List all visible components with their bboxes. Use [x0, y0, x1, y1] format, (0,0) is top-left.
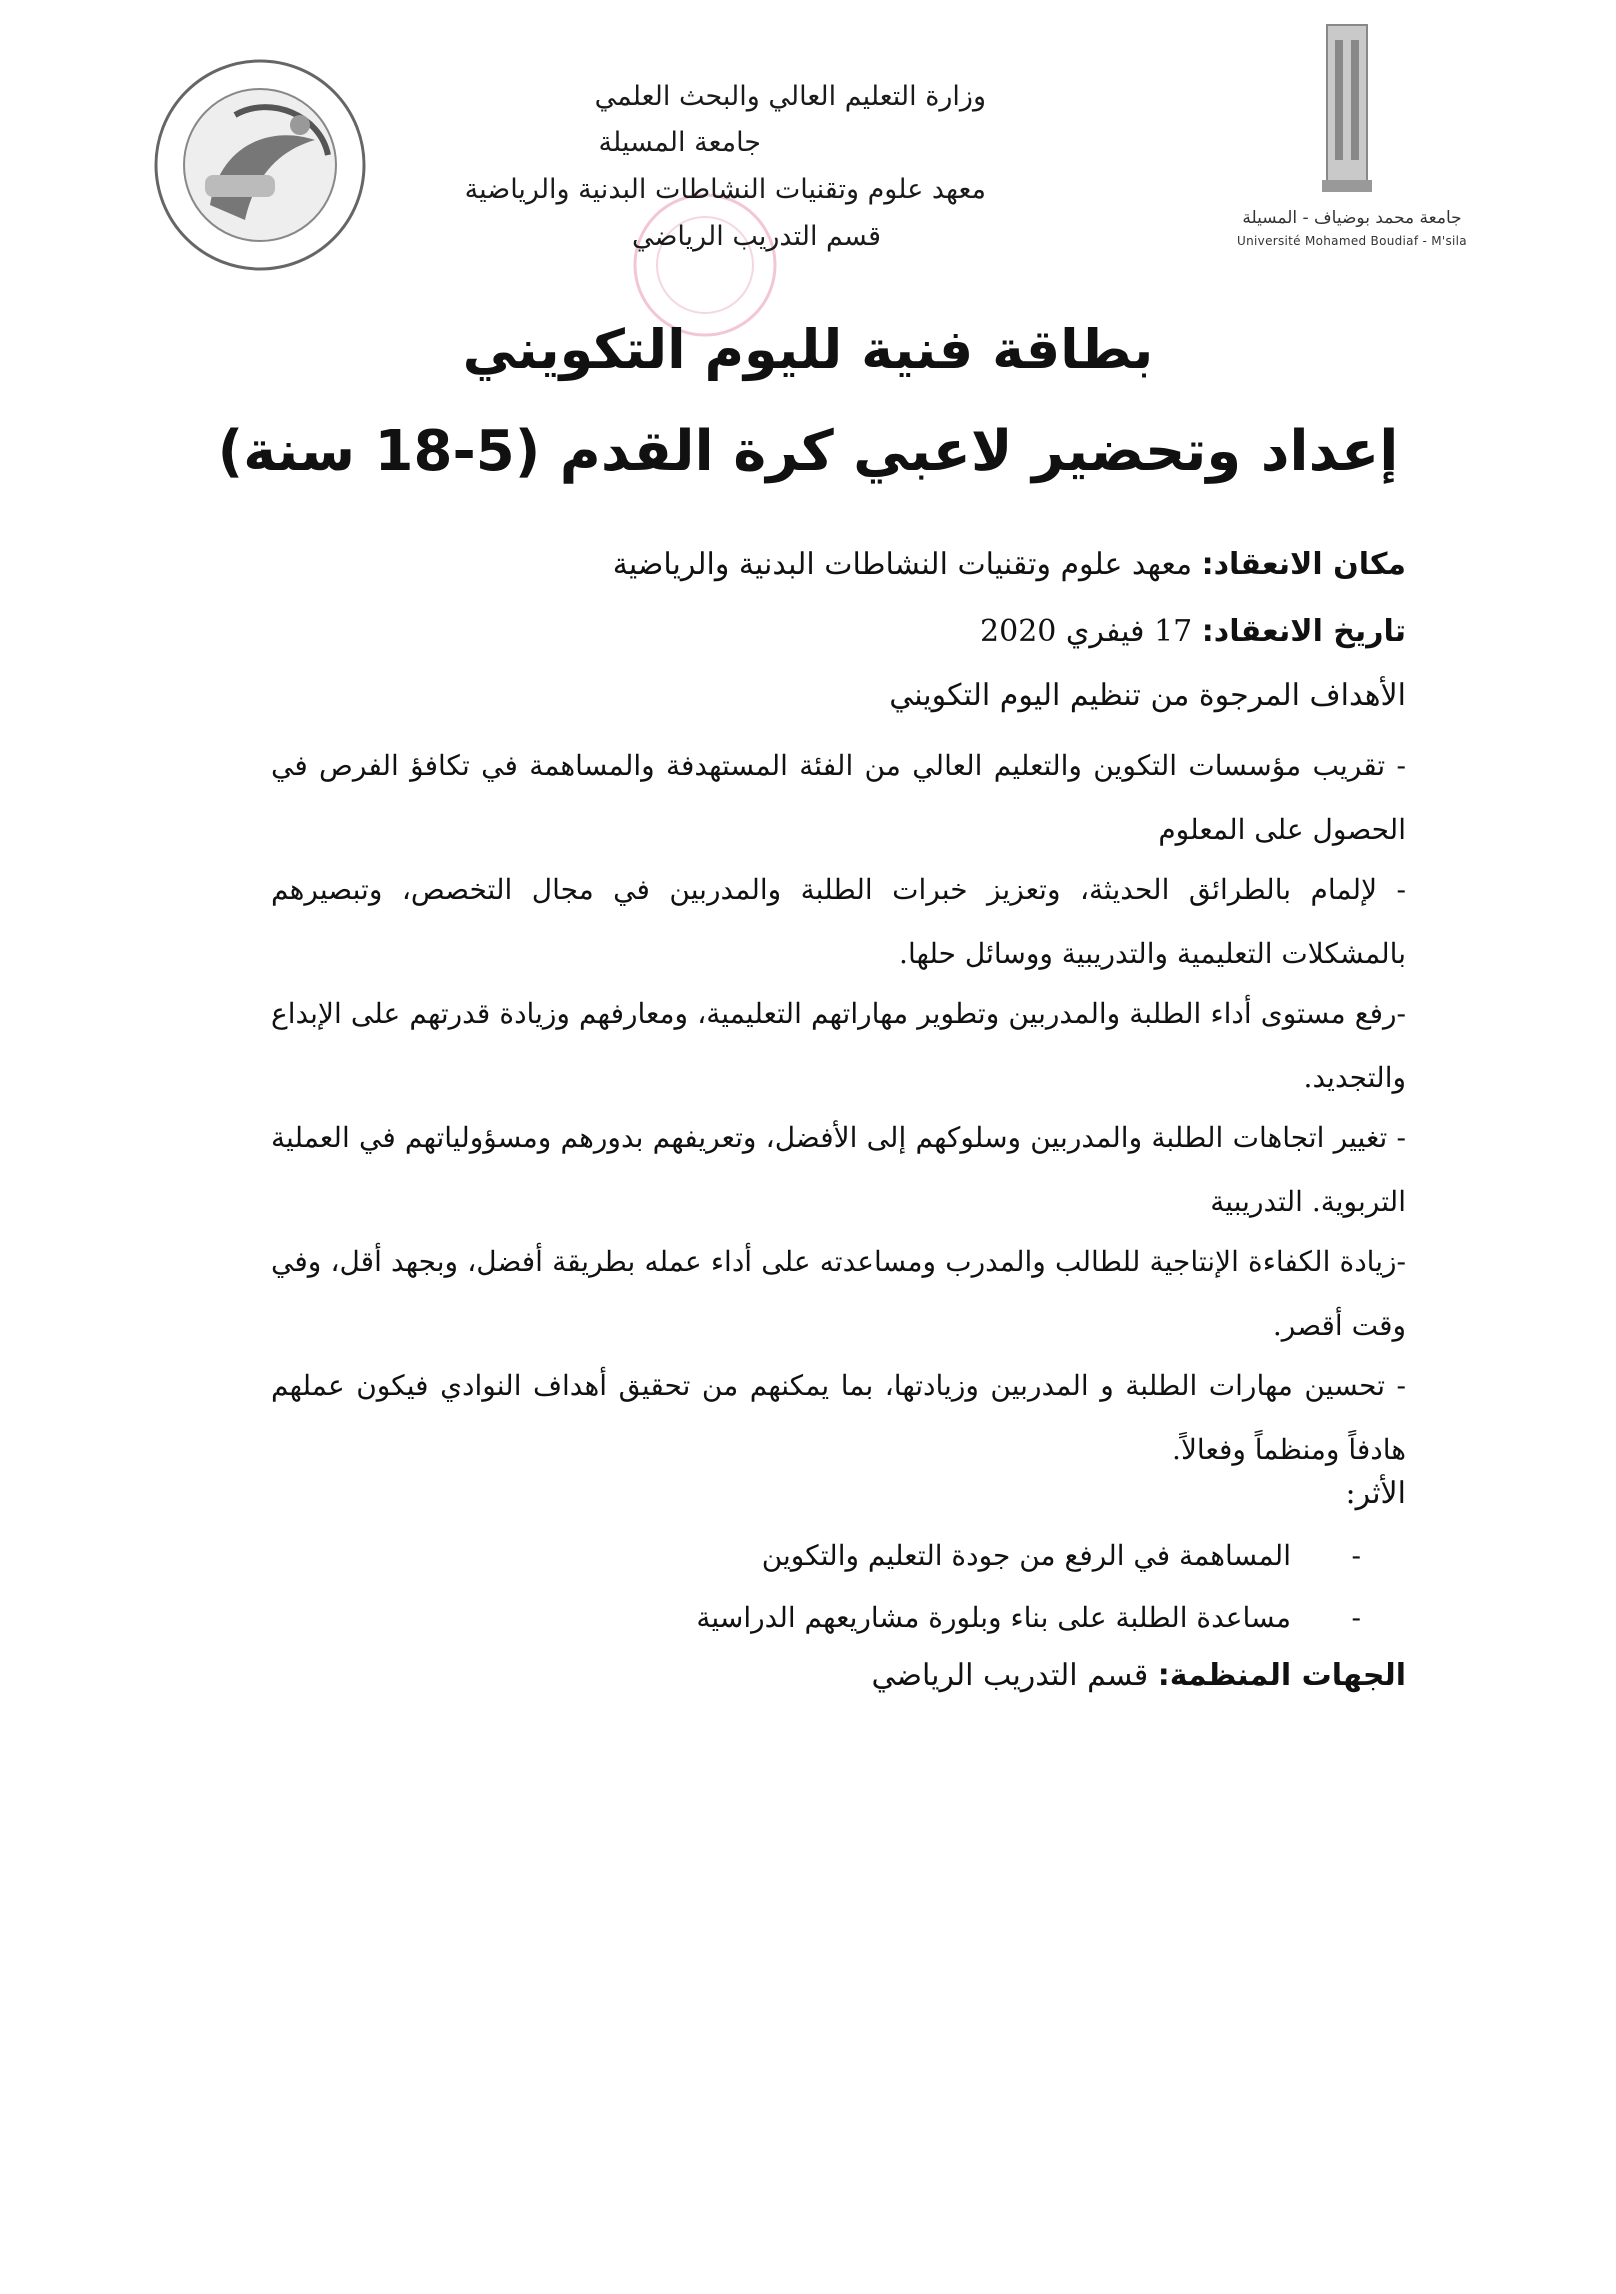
institute-seal-logo [150, 55, 370, 275]
objectives-heading: الأهداف المرجوة من تنظيم اليوم التكويني [889, 678, 1406, 713]
objective-item: - تحسين مهارات الطلبة و المدربين وزيادتها، بما يمكنهم من تحقيق أهداف النوادي فيكون عملهم هادفاً ومنظماً وفعالاً. [271, 1369, 1406, 1466]
objective-item: -رفع مستوى أداء الطلبة والمدربين وتطوير مهاراتهم التعليمية، ومعارفهم وزيادة قدرتهم على الإبداع والتجديد. [271, 997, 1406, 1094]
date-value: 17 فيفري 2020 [980, 614, 1193, 649]
university-logo-caption-fr: Université Mohamed Boudiaf - M'sila [1237, 234, 1467, 248]
organizers-line [871, 1656, 1406, 1696]
bullet-dash: - [1351, 1539, 1361, 1572]
page-subtitle: إعداد وتحضير لاعبي كرة القدم (5-18 سنة) [217, 419, 1399, 484]
organizers-value: قسم التدريب الرياضي [871, 1658, 1149, 1693]
venue-value: معهد علوم وتقنيات النشاطات البدنية والرياضية [612, 547, 1193, 582]
department-name: قسم التدريب الرياضي [631, 221, 881, 252]
objective-item: -زيادة الكفاءة الإنتاجية للطالب والمدرب ومساعدته على أداء عمله بطريقة أفضل، وبجهد أقل، وفي وقت أقصر. [271, 1245, 1406, 1342]
tower-icon [1317, 20, 1377, 195]
impact-item [696, 1598, 1361, 1638]
date-label: تاريخ الانعقاد: [1201, 614, 1406, 649]
page-title: بطاقة فنية لليوم التكويني [462, 318, 1154, 381]
university-logo-caption-ar: جامعة محمد بوضياف - المسيلة [1242, 208, 1462, 228]
impact-heading: الأثر: [1345, 1476, 1406, 1511]
organizers-label: الجهات المنظمة: [1157, 1658, 1406, 1693]
impact-item [762, 1536, 1361, 1576]
objective-item: - لإلمام بالطرائق الحديثة، وتعزيز خبرات الطلبة والمدربين في مجال التخصص، وتبصيرهم بالمشكلات التعليمية والتدريبية ووسائل حلها. [271, 873, 1406, 970]
impact-item-text: المساهمة في الرفع من جودة التعليم والتكوين [761, 1539, 1291, 1572]
venue-line [613, 545, 1406, 585]
objective-item: - تقريب مؤسسات التكوين والتعليم العالي من الفئة المستهدفة والمساهمة في تكافؤ الفرص في الحصول على المعلوم [271, 749, 1406, 846]
bullet-dash: - [1351, 1601, 1361, 1634]
university-logo [1232, 20, 1472, 260]
date-line [980, 612, 1406, 652]
venue-label: مكان الانعقاد: [1201, 547, 1406, 582]
institute-name: معهد علوم وتقنيات النشاطات البدنية والرياضية [464, 174, 986, 205]
objective-item: - تغيير اتجاهات الطلبة والمدربين وسلوكهم إلى الأفضل، وتعريفهم بدورهم ومسؤولياتهم في العملية التربوية. التدريبية [271, 1121, 1406, 1218]
ministry-name: وزارة التعليم العالي والبحث العلمي [594, 81, 986, 112]
impact-item-text: مساعدة الطلبة على بناء وبلورة مشاريعهم الدراسية [696, 1601, 1291, 1634]
university-name: جامعة المسيلة [598, 127, 761, 158]
